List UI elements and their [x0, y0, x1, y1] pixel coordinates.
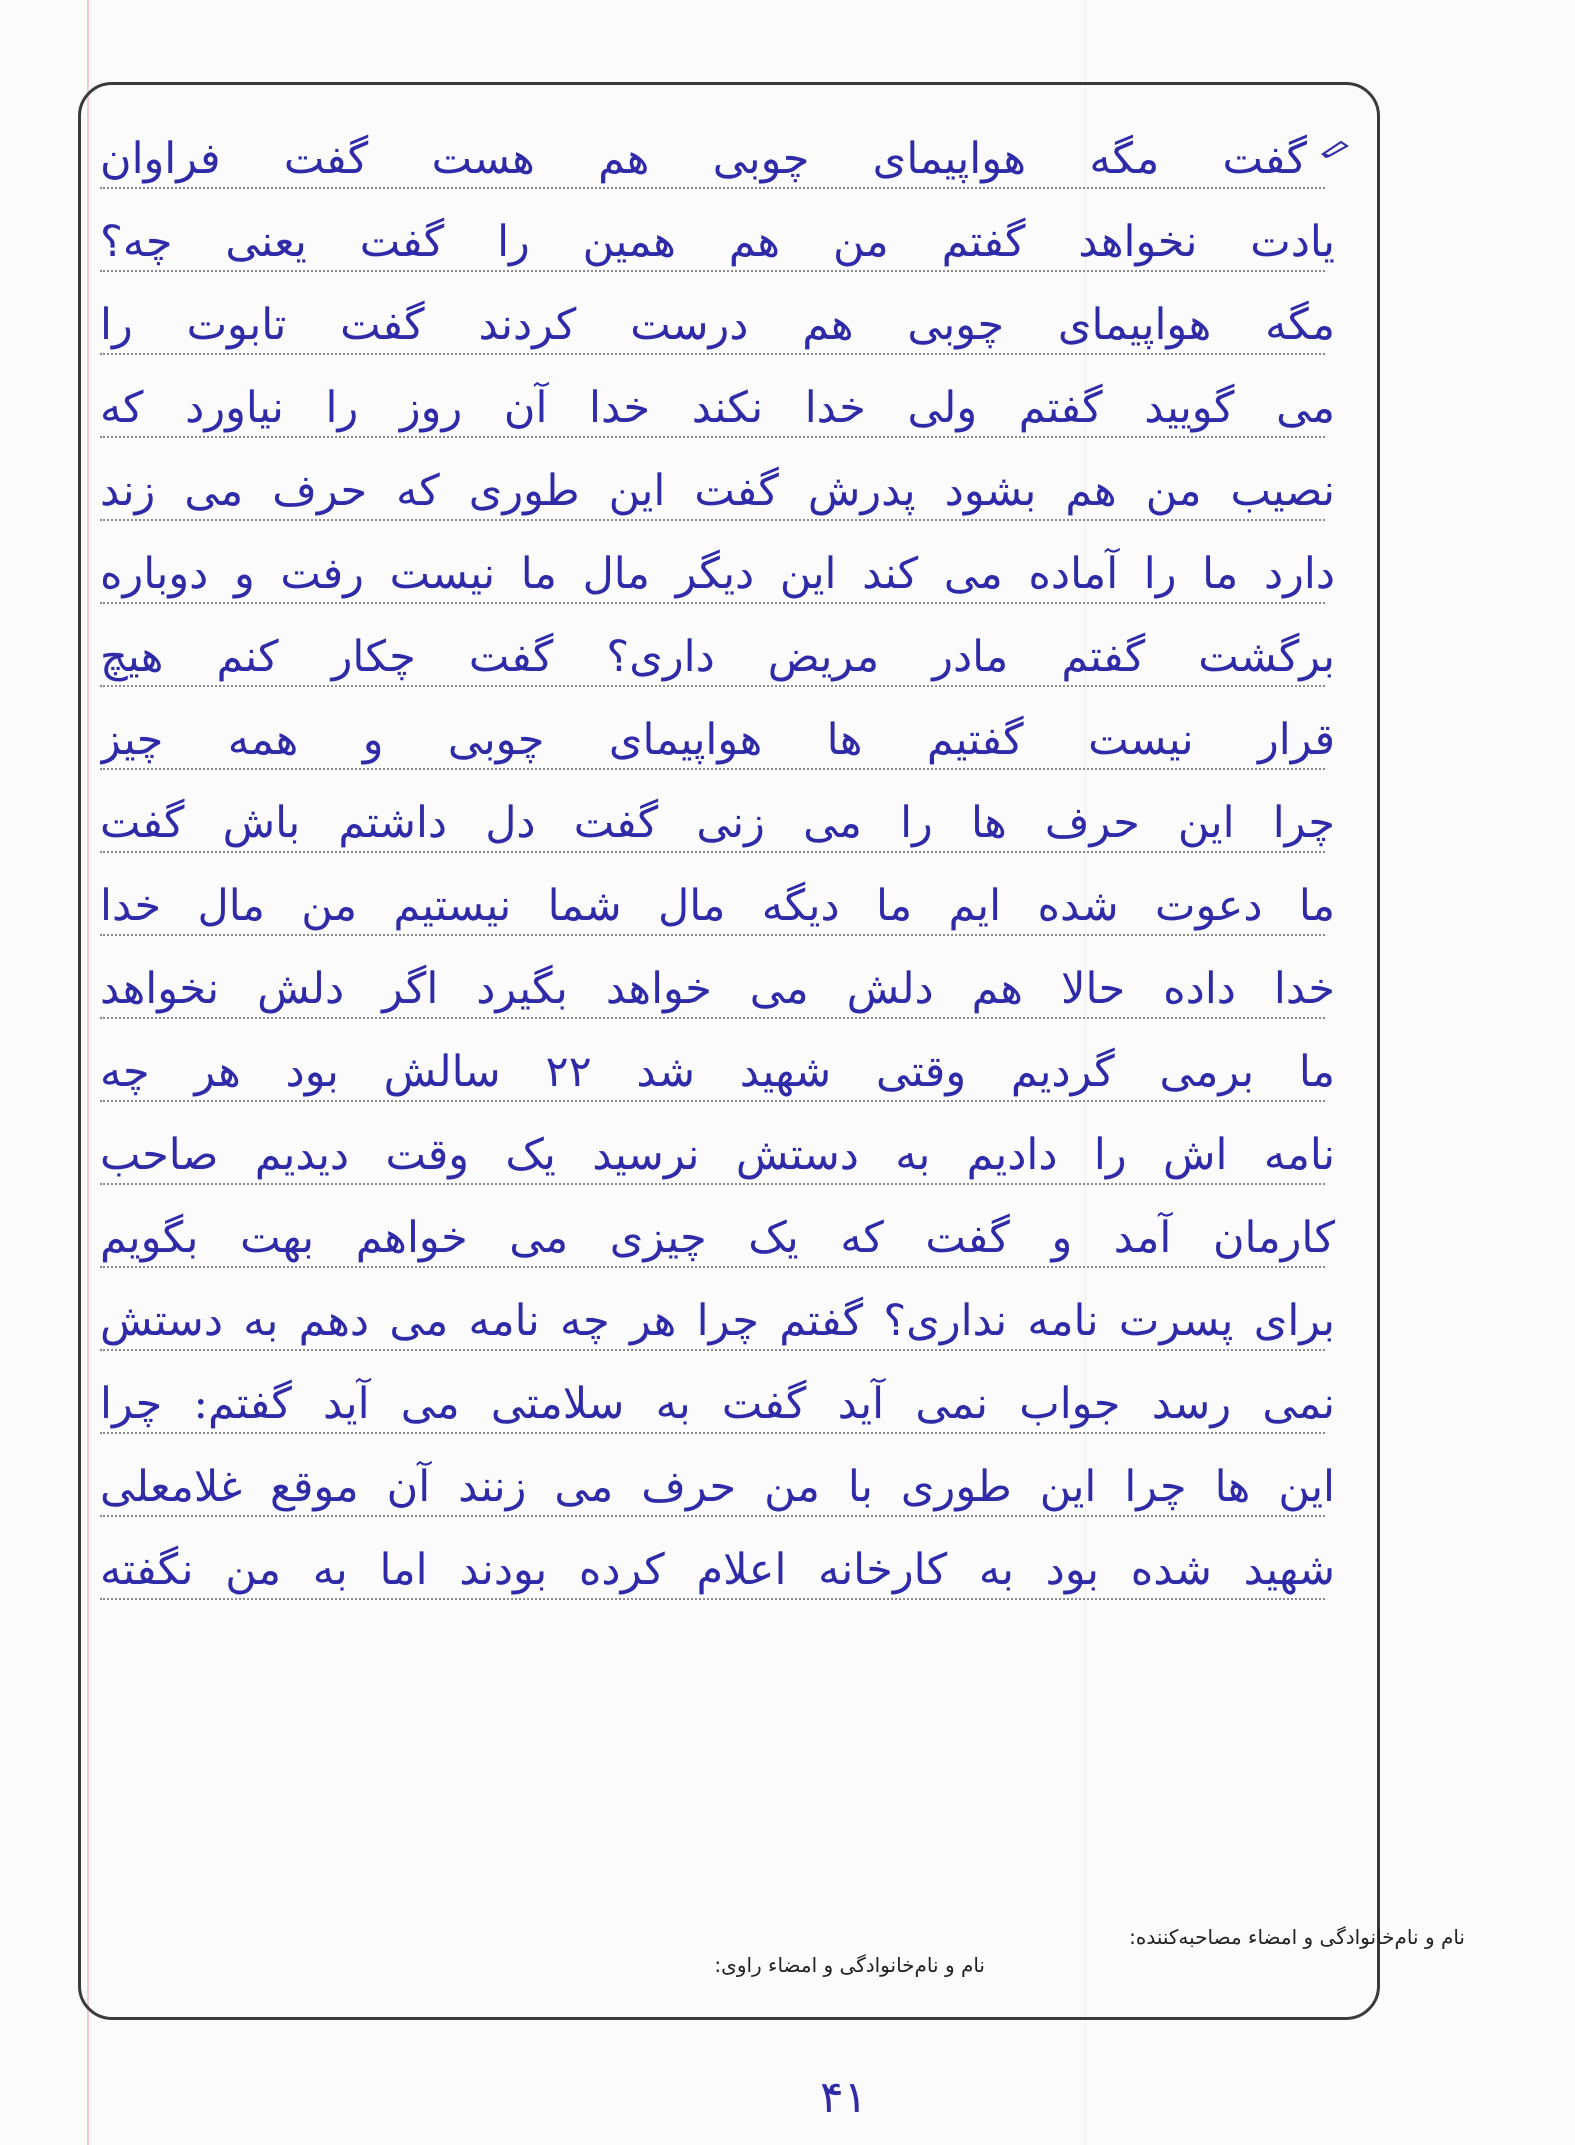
handwritten-body	[100, 120, 1355, 1870]
text-line	[100, 784, 1355, 867]
dotted-rule	[100, 768, 1325, 770]
narrator-signature-label: نام و نام‌خانوادگی و امضاء راوی:	[714, 1953, 985, 1977]
text-line	[100, 867, 1355, 950]
dotted-rule	[100, 1432, 1325, 1434]
dotted-rule	[100, 685, 1325, 687]
text-line	[100, 203, 1355, 286]
dotted-rule	[100, 1598, 1325, 1600]
dotted-rule	[100, 436, 1325, 438]
signature-footer	[110, 1925, 1465, 1995]
dotted-rule	[100, 353, 1325, 355]
dotted-rule	[100, 1349, 1325, 1351]
text-line	[100, 1199, 1355, 1282]
dotted-rule	[100, 851, 1325, 853]
dotted-rule	[100, 934, 1325, 936]
dotted-rule	[100, 1017, 1325, 1019]
line-text: چرا این حرف ها را می زنی گفت دل داشتم باش گفت	[100, 798, 1335, 848]
dotted-rule	[100, 1100, 1325, 1102]
line-text: نصیب من هم بشود پدرش گفت این طوری که حرف می زند	[100, 466, 1335, 516]
line-text: مگه هواپیمای چوبی هم درست کردند گفت تابوت را	[100, 300, 1335, 350]
dotted-rule	[100, 1515, 1325, 1517]
line-text: ما برمی گردیم وقتی شهید شد ۲۲ سالش بود هر چه	[100, 1047, 1335, 1097]
dotted-rule	[100, 187, 1325, 189]
text-line	[100, 1282, 1355, 1365]
text-line	[100, 701, 1355, 784]
interviewer-signature-label: نام و نام‌خانوادگی و امضاء مصاحبه‌کننده:	[1129, 1925, 1465, 1949]
line-text: ما دعوت شده ایم ما دیگه مال شما نیستیم من مال خدا	[100, 881, 1335, 931]
line-text: گفت مگه هواپیمای چوبی هم هست گفت فراوان	[100, 134, 1307, 184]
line-text: می گویید گفتم ولی خدا نکند خدا آن روز را نیاورد که	[100, 383, 1335, 433]
text-line	[100, 1531, 1355, 1614]
text-line	[100, 618, 1355, 701]
text-line	[100, 1448, 1355, 1531]
line-text: خدا داده حالا هم دلش می خواهد بگیرد اگر دلش نخواهد	[100, 964, 1335, 1014]
line-text: شهید شده بود به کارخانه اعلام کرده بودند اما به من نگفته	[100, 1545, 1335, 1595]
line-text: قرار نیست گفتیم ها هواپیمای چوبی و همه چیز	[100, 715, 1335, 765]
text-line	[100, 1365, 1355, 1448]
line-text: برای پسرت نامه نداری؟ گفتم چرا هر چه نامه می دهم به دستش	[100, 1296, 1335, 1346]
text-line	[100, 286, 1355, 369]
line-text: یادت نخواهد گفتم من هم همین را گفت یعنی چه؟	[100, 217, 1335, 267]
text-line	[100, 950, 1355, 1033]
dotted-rule	[100, 1266, 1325, 1268]
line-text: این ها چرا این طوری با من حرف می زنند آن موقع غلامعلی	[100, 1462, 1335, 1512]
text-line	[100, 120, 1355, 203]
dotted-rule	[100, 270, 1325, 272]
line-text: دارد ما را آماده می کند این دیگر مال ما نیست رفت و دوباره	[100, 549, 1335, 599]
dotted-rule	[100, 519, 1325, 521]
text-line	[100, 452, 1355, 535]
line-text: کارمان آمد و گفت که یک چیزی می خواهم بهت بگویم	[100, 1213, 1335, 1263]
text-line	[100, 369, 1355, 452]
line-text: نامه اش را دادیم به دستش نرسید یک وقت دیدیم صاحب	[100, 1130, 1335, 1180]
line-text: نمی رسد جواب نمی آید گفت به سلامتی می آید گفتم: چرا	[100, 1379, 1335, 1429]
text-line	[100, 1116, 1355, 1199]
text-line	[100, 535, 1355, 618]
line-text: برگشت گفتم مادر مریض داری؟ گفت چکار کنم هیچ	[100, 632, 1335, 682]
text-line	[100, 1033, 1355, 1116]
pencil-icon	[1321, 138, 1349, 158]
dotted-rule	[100, 1183, 1325, 1185]
page-number: ۴۱	[820, 2072, 868, 2123]
dotted-rule	[100, 602, 1325, 604]
